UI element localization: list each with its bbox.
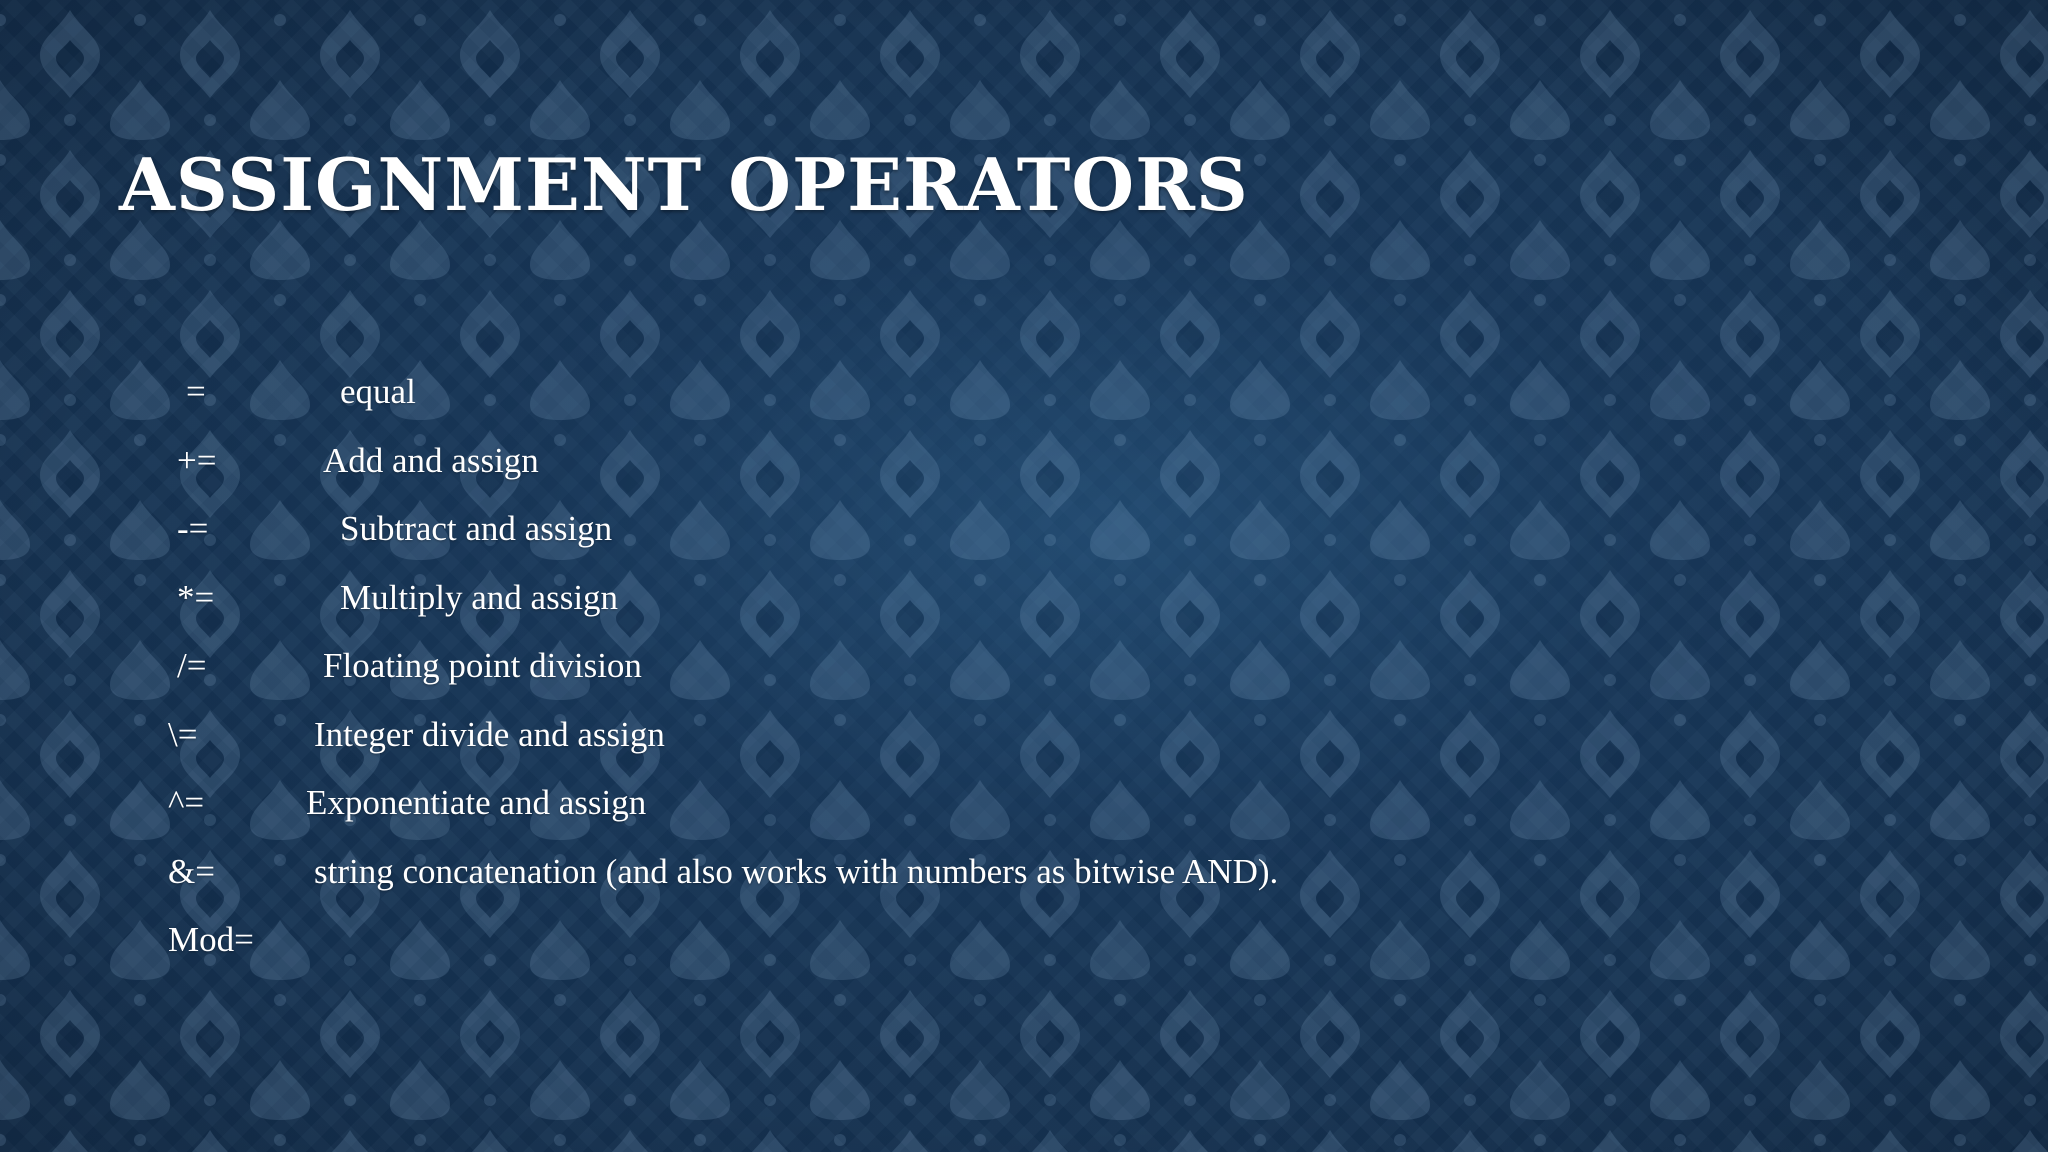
operator-symbol: *= (177, 578, 215, 617)
operator-symbol: += (177, 441, 217, 480)
operator-symbol: = (186, 372, 206, 411)
operator-description: Subtract and assign (340, 509, 613, 548)
operator-row (0, 439, 2048, 483)
operator-row (0, 918, 2048, 962)
operator-description: Exponentiate and assign (306, 783, 647, 822)
operator-symbol: -= (177, 509, 209, 548)
operator-row (0, 370, 2048, 414)
operator-description: equal (340, 372, 416, 411)
operator-symbol: \= (168, 715, 198, 754)
operator-description: Floating point division (323, 646, 642, 685)
operator-row (0, 850, 2048, 894)
operator-symbol: ^= (168, 783, 205, 822)
operator-symbol: &= (168, 852, 215, 891)
operator-row (0, 576, 2048, 620)
slide-title: ASSIGNMENT OPERATORS (119, 142, 1249, 227)
operator-row (0, 507, 2048, 551)
operator-symbol: Mod= (168, 920, 254, 959)
operator-row (0, 781, 2048, 825)
operator-symbol: /= (177, 646, 207, 685)
operator-description: Add and assign (323, 441, 539, 480)
operator-row (0, 713, 2048, 757)
operator-description: string concatenation (and also works with numbers as bitwise AND). (314, 852, 1279, 891)
operator-description: Integer divide and assign (314, 715, 665, 754)
operator-row (0, 644, 2048, 688)
operator-description: Multiply and assign (340, 578, 619, 617)
